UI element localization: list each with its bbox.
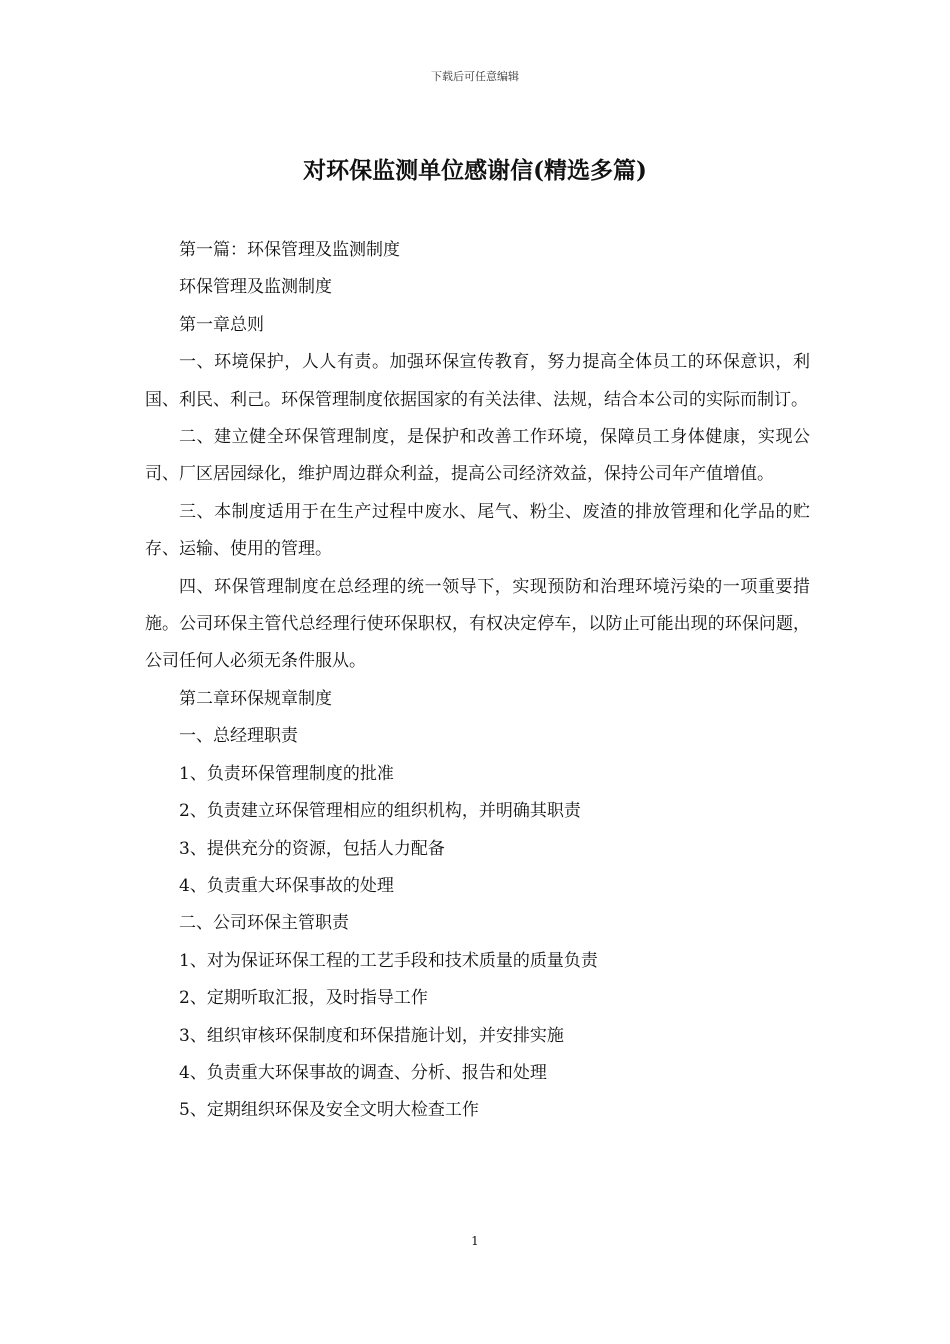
document-body	[145, 232, 810, 1130]
paragraph: 1、负责环保管理制度的批准	[179, 763, 394, 784]
paragraph: 4、负责重大环保事故的调查、分析、报告和处理	[179, 1062, 547, 1083]
paragraph: 三、本制度适用于在生产过程中废水、尾气、粉尘、废渣的排放管理和化学品的贮存、运输、使用的管理。	[145, 501, 810, 560]
paragraph: 一、总经理职责	[179, 726, 298, 747]
paragraph: 一、环境保护，人人有责。加强环保宣传教育，努力提高全体员工的环保意识，利国、利民、利己。环保管理制度依据国家的有关法律、法规，结合本公司的实际而制订。	[145, 352, 810, 410]
paragraph: 第二章环保规章制度	[179, 688, 332, 709]
document-title: 对环保监测单位感谢信(精选多篇)	[303, 157, 647, 184]
paragraph: 2、定期听取汇报，及时指导工作	[179, 988, 428, 1009]
paragraph: 1、对为保证环保工程的工艺手段和技术质量的质量负责	[179, 950, 598, 971]
paragraph: 二、建立健全环保管理制度，是保护和改善工作环境，保障员工身体健康，实现公司、厂区居园绿化，维护周边群众利益，提高公司经济效益，保持公司年产值增值。	[145, 427, 810, 485]
paragraph: 5、定期组织环保及安全文明大检查工作	[179, 1100, 479, 1121]
page-number: 1	[471, 1234, 479, 1248]
paragraph: 四、环保管理制度在总经理的统一领导下，实现预防和治理环境污染的一项重要措施。公司环保主管代总经理行使环保职权，有权决定停车，以防止可能出现的环保问题，公司任何人必须无条件服从。	[145, 576, 810, 672]
page-header-note: 下载后可任意编辑	[431, 70, 519, 83]
paragraph: 2、负责建立环保管理相应的组织机构，并明确其职责	[179, 801, 581, 822]
paragraph: 第一章总则	[179, 314, 264, 335]
paragraph: 二、公司环保主管职责	[179, 913, 349, 934]
paragraph: 4、负责重大环保事故的处理	[179, 875, 394, 896]
paragraph: 环保管理及监测制度	[179, 277, 332, 298]
paragraph: 3、组织审核环保制度和环保措施计划，并安排实施	[179, 1025, 564, 1046]
paragraph: 第一篇：环保管理及监测制度	[179, 240, 400, 260]
paragraph: 3、提供充分的资源，包括人力配备	[179, 838, 445, 859]
